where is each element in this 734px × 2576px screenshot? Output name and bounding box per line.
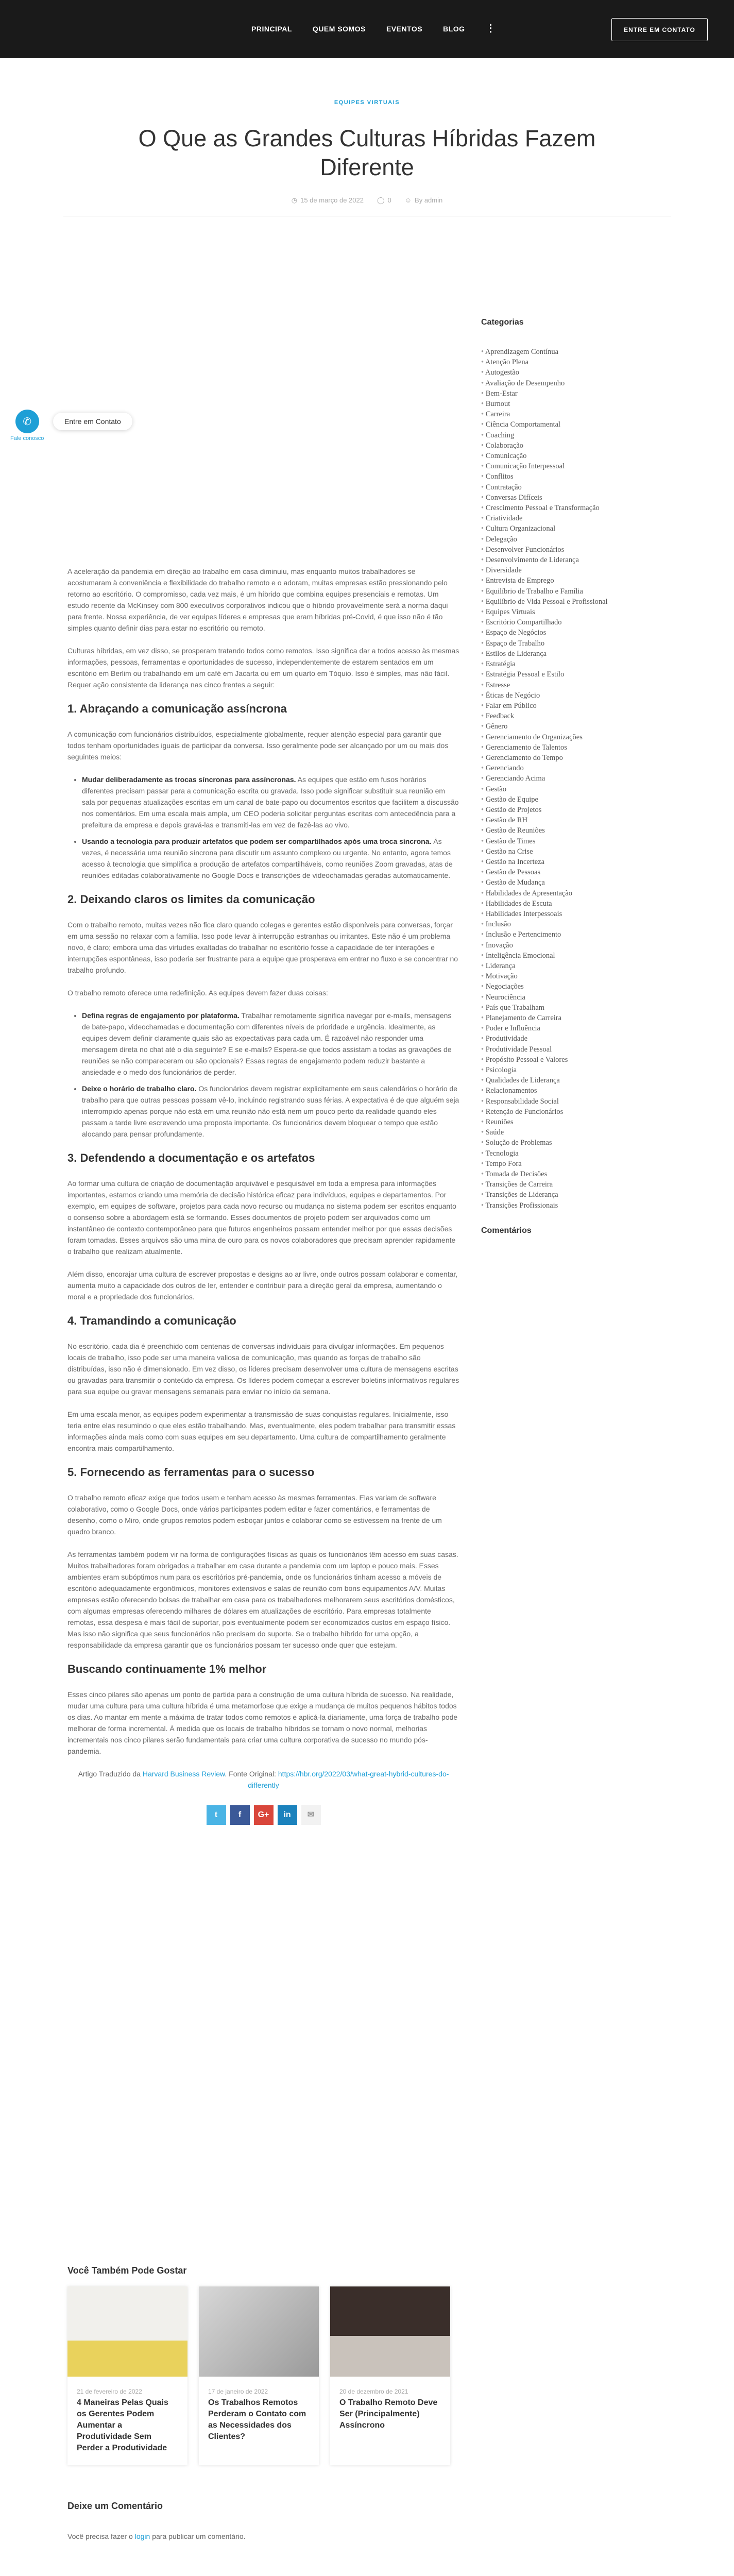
related-title: Você Também Pode Gostar [67,2265,187,2276]
category-link[interactable]: • Conflitos [481,471,636,482]
category-link[interactable]: • Tecnologia [481,1148,636,1159]
category-link[interactable]: • Escritório Compartilhado [481,617,636,628]
category-link[interactable]: • Cultura Organizacional [481,523,636,534]
category-link[interactable]: • Gestão de RH [481,815,636,825]
paragraph: As ferramentas também podem vir na forma de configurações físicas as quais os funcionários têm acesso em suas casas. Muitos trabalhadores foram obrigados a trabalhar em casa durante a pandemia com um laptop e pouco mais. Esses ambientes eram subóptimos num para os escritórios pré-pandemia, onde os funcionários tinham acesso a móveis de escritório adequadamente ergonômicos, monitores extensivos e salas de reunião com bons equipamentos A/V. Muitas empresas estão oferecendo bolsas de trabalhar em casa para os trabalhadores melhorarem seus escritórios domésticos, com algumas empresas oferecendo milhares de dólares em atualizações de escritório. Para empresas totalmente remotas, essa despesa é mais fácil de suportar, pois eventualmente podem ser economizados custos em espaço físico. Mas isso não significa que seus funcionários não precisam do suporte. Se o trabalho híbrido for uma opção, a responsabilidade da empresa garantir que os funcionários possam ter sucesso onde quer que estejam. [67,1550,458,1649]
category-link[interactable]: • Habilidades de Apresentação [481,888,636,899]
category-link[interactable]: • Gestão na Incerteza [481,857,636,867]
category-link[interactable]: • Saúde [481,1127,636,1138]
categories-list [481,347,636,1211]
paragraph: A aceleração da pandemia em direção ao trabalho em casa diminuiu, mas enquanto muitos trabalhadores se acostumaram à conveniência e flexibilidade do trabalho remoto e o adoram, muitas empresas estão pressionando pelo retorno ao escritório. O compromisso, cada vez mais, é um híbrido que combina equipes presenciais e remotas. Um estudo recente da McKinsey com 800 executivos corporativos indicou que o híbrido provavelmente será a norma daqui para frente. Nossa experiência, de ver equipes líderes e empresas que eram híbridas pré-Covid, é que isso não é tão simples quanto definir dias para estar no escritório ou remoto. [67,567,448,632]
comment-title: Deixe um Comentário [67,2501,163,2511]
related-card[interactable] [330,2286,450,2465]
category-link[interactable]: • Gerenciando Acima [481,773,636,784]
comment-icon: ◯ [377,196,385,204]
category-link[interactable]: • Gestão de Mudança [481,877,636,888]
category-link[interactable]: • Criatividade [481,513,636,523]
source-credit: Artigo Traduzido da Harvard Business Review. Fonte Original: https://hbr.org/2022/03/what-great-hybrid-cultures-do-differently [78,1770,449,1789]
paragraph: Além disso, encorajar uma cultura de escrever propostas e designs ao ar livre, onde outros possam colaborar e comentar, aumenta muito a capacidade dos outros de ler, entender e contribuir para a direção geral da empresa, aumentando o moral e a propriedade dos funcionários. [67,1270,458,1301]
category-link[interactable]: • Desenvolvimento de Liderança [481,555,636,565]
paragraph: Ao formar uma cultura de criação de documentação arquivável e pesquisável em toda a empresa para informações importantes, estamos criando uma memória de decisão histórica eficaz para indivíduos, equipes e departamentos. Por exemplo, em equipes de software, projetos para cada novo recurso ou mudança no sistema podem ser escritos enquanto o consenso sobre a abordagem está se formando. Esses documentos de projeto podem ser arquivados como um instantâneo de contexto contemporâneo para que futuros engenheiros possam entender melhor por que essas decisões foram tomadas. Esses arquivos são uma mina de ouro para os novos colaboradores que precisam aprender rapidamente o trabalho que realizam atualmente. [67,1179,456,1256]
category-link[interactable]: • Comunicação Interpessoal [481,461,636,471]
category-link[interactable]: • Habilidades Interpessoais [481,909,636,919]
category-link[interactable]: • Habilidades de Escuta [481,899,636,909]
nav-quem-somos[interactable]: QUEM SOMOS [312,25,366,33]
user-icon: ☺ [404,196,412,204]
hbr-link[interactable]: Harvard Business Review [142,1770,225,1778]
category-link[interactable]: • Gestão de Pessoas [481,867,636,877]
list-item: • Deixe o horário de trabalho claro. Os funcionários devem registrar explicitamente em seus calendários o horário de trabalho para que outras pessoas possam vê-lo, incluindo registrando suas férias. A expectativa é de que alguém seja interrompido apenas porque não está em uma reunião não está nem um pouco perto da realidade quando eles passam a tarde livre escrevendo uma proposta importante. Os funcionários devem bloquear o tempo que estão alocando para pensar profundamente. [82,1083,459,1140]
category-link[interactable]: • Estilos de Liderança [481,649,636,659]
card-image[interactable] [67,2286,187,2377]
category-link[interactable]: • Avaliação de Desempenho [481,378,636,388]
share-buttons [67,1805,459,1825]
section-heading: 1. Abraçando a comunicação assíncrona [67,702,287,715]
nav-eventos[interactable]: EVENTOS [386,25,423,33]
paragraph: Culturas híbridas, em vez disso, se prosperam tratando todos como remotos. Isso significa dar a todos acesso às mesmas informações, pessoas, ferramentas e oportunidades de sucesso, independentemente de estarem sentados em um escritório em Berlim ou trabalhando em um café em Jacarta ou em um quarto em Tóquio. Isso é simples, mas não fácil. Requer ação consistente da liderança nas cinco frentes a seguir: [67,647,459,689]
post-author: By admin [415,196,443,204]
site-header [0,0,734,58]
paragraph: A comunicação com funcionários distribuídos, especialmente globalmente, requer atenção especial para garantir que todos tenham oportunidades iguais de participar da conversa. Isso geralmente pode ser alcançado por um ou mais dos seguintes meios: [67,730,449,761]
category-link[interactable]: • Desenvolver Funcionários [481,545,636,555]
category-link[interactable]: • Gerenciando [481,763,636,773]
contact-button[interactable]: ENTRE EM CONTATO [611,18,708,41]
card-image[interactable] [330,2286,450,2377]
category-link[interactable]: • Equilíbrio de Vida Pessoal e Profissional [481,597,636,607]
section-heading: 4. Tramandindo a comunicação [67,1314,236,1327]
comment-section [67,2501,459,2540]
category-link[interactable]: • Poder e Influência [481,1023,636,1033]
email-icon[interactable]: ✉ [301,1805,321,1825]
section-heading: 3. Defendendo a documentação e os artefatos [67,1151,315,1164]
category-link[interactable]: • Gestão de Reuniões [481,825,636,836]
category-link[interactable]: • Éticas de Negócio [481,690,636,701]
category-link[interactable]: • Gerenciamento do Tempo [481,753,636,763]
chat-label: Fale conosco [10,435,44,442]
category-link[interactable]: • Gerenciamento de Talentos [481,742,636,753]
category-link[interactable]: • Coaching [481,430,636,440]
paragraph: Em uma escala menor, as equipes podem experimentar a transmissão de suas conquistas regulares. Inicialmente, isso teria entre elas resumindo o que eles estão trabalhando. Mas, eventualmente, eles podem trabalhar para transmitir essas informações ainda mais como com suas equipes em seu departamento. Uma cultura de compartilhamento geralmente encontra mais compartilhamento. [67,1410,456,1452]
post-meta [0,196,734,205]
category-link[interactable]: • Gestão de Times [481,836,636,846]
paragraph: No escritório, cada dia é preenchido com centenas de conversas individuais para divulgar informações. Em pequenos locais de trabalho, isso pode ser uma maneira valiosa de comunicação, mas quando as forças de trabalho são distribuídas, isso não é dimensionado. Em vez disso, os líderes precisam desenvolver uma cultura de mensagens escritas ou gravadas para transmitir o conteúdo da empresa. Os líderes podem começar a escrever boletins informativos regulares para sua equipe ou gravar mensagens semanais para enviar no início da semana. [67,1342,459,1396]
category-link[interactable]: • País que Trabalham [481,1003,636,1013]
bullet-list [82,1010,459,1140]
nav-blog[interactable]: BLOG [443,25,465,33]
paragraph: O trabalho remoto oferece uma redefinição. As equipes devem fazer duas coisas: [67,989,328,997]
category-link[interactable]: • Espaço de Negócios [481,628,636,638]
category-link[interactable]: • Inovação [481,940,636,951]
paragraph: Esses cinco pilares são apenas um ponto de partida para a construção de uma cultura híbrida de sucesso. Na realidade, mudar uma cultura para uma cultura híbrida é uma metamorfose que exige a mudança de muitos pequenos hábitos todos os dias. Ao mantar em mente a máxima de tratar todos como remotos e aplicá-la diariamente, uma força de trabalho pode melhorar de forma incremental. À medida que os locais de trabalho híbridos se tornam o novo normal, melhorias incrementais nos cinco pilares serão fundamentais para criar uma cultura corporativa de sucesso no mundo pós-pandemia. [67,1690,458,1755]
category-link[interactable]: • Propósito Pessoal e Valores [481,1055,636,1065]
category-link[interactable]: • Psicologia [481,1065,636,1075]
category-link[interactable]: • Inclusão [481,919,636,929]
related-card[interactable] [67,2286,187,2465]
category-link[interactable]: • Retenção de Funcionários [481,1107,636,1117]
category-link[interactable]: • Responsabilidade Social [481,1096,636,1107]
category-link[interactable]: • Inteligência Emocional [481,951,636,961]
category-link[interactable]: • Crescimento Pessoal e Transformação [481,503,636,513]
login-link[interactable]: login [134,2532,150,2540]
related-posts [67,2265,459,2465]
card-date: 21 de fevereiro de 2022 [77,2388,142,2395]
category-link[interactable]: • Gênero [481,721,636,732]
facebook-icon[interactable]: f [230,1805,250,1825]
category-link[interactable]: • Equilíbrio de Trabalho e Família [481,586,636,597]
card-date: 17 de janeiro de 2022 [208,2388,268,2395]
card-title[interactable]: 4 Maneiras Pelas Quais os Gerentes Podem Aumentar a Produtividade Sem Perder a Produtividade [77,2398,168,2452]
category-link[interactable]: • Tempo Fora [481,1159,636,1169]
comments-widget-title: Comentários [481,1226,532,1235]
chat-contact-button[interactable]: Entre em Contato [53,413,132,430]
category-link[interactable]: • Colaboração [481,440,636,451]
category-link[interactable]: • Diversidade [481,565,636,575]
category-link[interactable]: • Autogestão [481,367,636,378]
category-link[interactable]: • Delegação [481,534,636,545]
list-item: • Mudar deliberadamente as trocas síncronas para assíncronas. As equipes que estão em fusos horários diferentes precisam passar para a comunicação escrita ou gravada. Isso pode significar substituir sua reunião em sala por pequenas atualizações escritas em um canal de bate-papo ou documentos escritos que facilitem a discussão nos comentários. Em uma escala mais ampla, um CEO poderia solicitar perguntas escritas com antecedência para a prefeitura da empresa e depois gravá-las e transmiti-las em vez de fazê-las ao vivo. [82,774,459,831]
category-link[interactable]: • Burnout [481,399,636,409]
post-date: 15 de março de 2022 [300,196,364,204]
category-link[interactable]: • Transições de Carreira [481,1179,636,1190]
category-link[interactable]: • Gestão na Crise [481,846,636,857]
category-link[interactable]: • Inclusão e Pertencimento [481,929,636,940]
category-link[interactable]: • Solução de Problemas [481,1138,636,1148]
post-hero [0,58,734,216]
category-link[interactable]: • Gestão de Projetos [481,805,636,815]
card-image[interactable] [199,2286,319,2377]
list-item: • Defina regras de engajamento por plataforma. Trabalhar remotamente significa navegar por e-mails, mensagens de bate-papo, videochamadas e documentação com diferentes níveis de prioridade e urgência. Idealmente, as equipes devem definir claramente quais são as expectativas para cada um. É razoável não responder uma mensagem direta no chat até o dia seguinte? E se e-mails? Espera-se que todos assistam a todas as gravações de reuniões se não compareceram ou são opcionais? Essas regras de engajamento podem reduzir bastante a ansiedade e o medo dos funcionários de perder. [82,1010,459,1078]
original-article-link[interactable]: https://hbr.org/2022/03/what-great-hybrid-cultures-do-differently [248,1770,449,1789]
category-link[interactable]: • Comunicação [481,451,636,461]
category-link[interactable]: • Carreira [481,409,636,419]
category-link[interactable]: • Gerenciamento de Organizações [481,732,636,742]
category-link[interactable]: • Estresse [481,680,636,690]
category-link[interactable]: • Transições Profissionais [481,1200,636,1211]
category-link[interactable]: • Equipes Virtuais [481,607,636,617]
section-heading: Buscando continuamente 1% melhor [67,1663,267,1675]
category-link[interactable]: • Transições de Liderança [481,1190,636,1200]
category-link[interactable]: • Neurociência [481,992,636,1003]
category-link[interactable]: • Negociações [481,981,636,992]
category-link[interactable]: • Liderança [481,961,636,971]
category-link[interactable]: • Gestão [481,784,636,794]
linkedin-icon[interactable]: in [278,1805,297,1825]
category-link[interactable]: • Reuniões [481,1117,636,1127]
paragraph: O trabalho remoto eficaz exige que todos usem e tenham acesso às mesmas ferramentas. Elas variam de software colaborativo, como o Google Docs, onde vários participantes podem editar e fazer comentários, e ferramentas de desenho, como o Miro, onde grupos remotos podem esboçar juntos e colaborar como se estivessem na frente de um quadro branco. [67,1494,442,1536]
category-link[interactable]: • Relacionamentos [481,1086,636,1096]
category-link[interactable]: • Planejamento de Carreira [481,1013,636,1023]
category-link[interactable]: • Motivação [481,971,636,981]
sidebar [481,318,636,1255]
category-link[interactable]: • Gestão de Equipe [481,794,636,805]
card-date: 20 de dezembro de 2021 [339,2388,408,2395]
paragraph: Com o trabalho remoto, muitas vezes não fica claro quando colegas e gerentes estão disponíveis para conversas, forçar em uma sessão no relaxar com a família. Isso pode levar à interrupção estranhas ou irritantes. Este não é um problema novo, é claro; embora uma das virtudes exaltadas do trabalhar no escritório fosse a capacidade de ter interações e interrupções espontâneas, isso poderia ser frustrante para a equipe que prosperava em entrar no fluxo e se concentrar no trabalho profundo. [67,921,458,974]
post-comments-count: 0 [387,196,391,204]
card-title[interactable]: O Trabalho Remoto Deve Ser (Principalmente) Assíncrono [339,2398,438,2430]
googleplus-icon[interactable]: G+ [254,1805,274,1825]
more-menu-icon[interactable]: ⋮ [485,23,496,34]
category-link[interactable]: • Ciência Comportamental [481,419,636,430]
nav-principal[interactable]: PRINCIPAL [251,25,292,33]
article-body [67,566,459,1825]
category-link[interactable]: • Bem-Estar [481,388,636,399]
post-title: O Que as Grandes Culturas Híbridas Fazem Diferente [138,125,596,180]
category-link[interactable]: • Estratégia Pessoal e Estilo [481,669,636,680]
category-link[interactable]: • Tomada de Decisões [481,1169,636,1179]
chat-icon[interactable]: ✆ [15,410,39,433]
category-link[interactable]: • Conversas Difíceis [481,493,636,503]
category-link[interactable]: • Entrevista de Emprego [481,575,636,586]
twitter-icon[interactable]: t [207,1805,226,1825]
category-link[interactable]: • Atenção Plena [481,357,636,367]
comment-login-notice: Você precisa fazer o login para publicar um comentário. [67,2532,246,2540]
section-heading: 2. Deixando claros os limites da comunicação [67,893,315,906]
category-link[interactable]: • Falar em Público [481,701,636,711]
categories-title: Categorias [481,318,524,327]
category-link[interactable]: • Estratégia [481,659,636,669]
category-link[interactable]: • Contratação [481,482,636,493]
clock-icon: ◷ [291,196,298,204]
category-link[interactable]: • Qualidades de Liderança [481,1075,636,1086]
card-title[interactable]: Os Trabalhos Remotos Perderam o Contato com as Necessidades dos Clientes? [208,2398,306,2441]
related-card[interactable] [199,2286,319,2465]
main-nav [251,25,517,38]
category-link[interactable]: • Aprendizagem Contínua [481,347,636,357]
category-link[interactable]: • Produtividade [481,1033,636,1044]
bullet-list [82,774,459,881]
list-item: • Usando a tecnologia para produzir artefatos que podem ser compartilhados após uma troca síncrona. Às vezes, é necessária uma reunião síncrona para discutir um assunto complexo ou urgente. No entanto, agora temos acesso à tecnologia que simplifica a produção de artefatos compartilháveis, como reuniões Zoom gravadas, atas de reuniões editadas colaborativamente no Google Docs e transcrições de videochamadas geradas automaticamente. [82,836,459,881]
category-link[interactable]: • Feedback [481,711,636,721]
category-link[interactable]: • Espaço de Trabalho [481,638,636,649]
chat-widget[interactable] [10,410,44,442]
post-category[interactable]: EQUIPES VIRTUAIS [334,99,400,106]
section-heading: 5. Fornecendo as ferramentas para o sucesso [67,1466,315,1479]
category-link[interactable]: • Produtividade Pessoal [481,1044,636,1055]
